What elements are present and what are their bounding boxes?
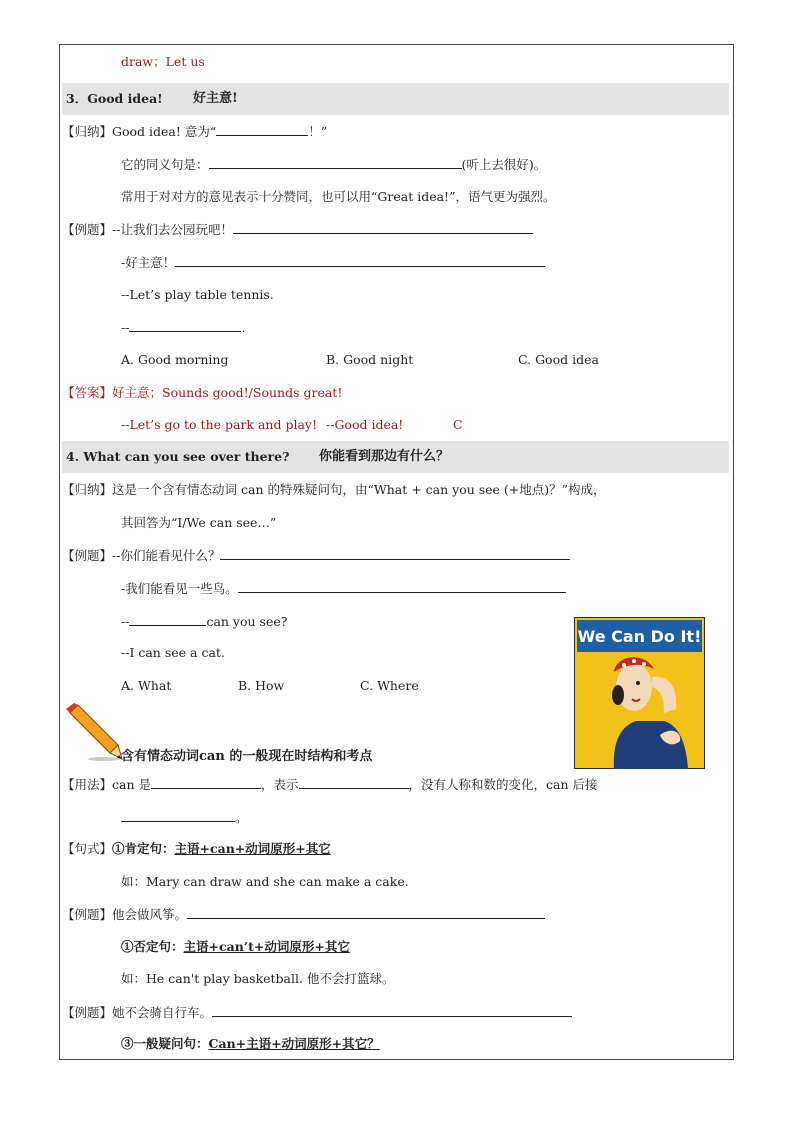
- grammar-example-2: 【例题】她不会骑自行车。: [62, 1003, 572, 1022]
- section-4-chinese: 你能看到那边有什么？: [319, 449, 450, 464]
- s4-example-line-3: -- can you see?: [121, 614, 288, 629]
- blank: [233, 220, 533, 234]
- blank: [175, 253, 545, 267]
- usage-line: 【用法】can 是 ，表示 ，没有人称和数的变化，can 后接: [62, 777, 598, 792]
- section-3-title: 3．Good idea!: [66, 91, 163, 106]
- s3-option-b: B. Good night: [326, 352, 414, 367]
- affirmative-example: 如：Mary can draw and she can make a cake.: [121, 874, 409, 889]
- blank: [216, 122, 308, 136]
- s3-example-line-2: -好主意！: [121, 253, 545, 272]
- section-4-title: 4. What can you see over there?: [66, 449, 290, 464]
- s4-example-line-1: 【例题】--你们能看见什么？: [62, 546, 570, 565]
- blank: [212, 1003, 572, 1017]
- summary-tag: 【归纳】: [62, 124, 113, 139]
- s4-summary-line-2: 其回答为“I/We can see…”: [121, 515, 277, 530]
- usage-line-2: 。: [121, 808, 248, 827]
- s4-option-a: A. What: [121, 678, 172, 693]
- pattern-affirmative: 【句式】①肯定句：主语+can+动词原形+其它: [62, 841, 331, 856]
- pencil-icon: [64, 703, 124, 761]
- s4-option-b: B. How: [238, 678, 285, 693]
- poster-text: We Can Do It!: [577, 627, 702, 646]
- s3-summary-line: 【归纳】Good idea! 意为“ ！”: [62, 124, 328, 139]
- blank: [220, 546, 570, 560]
- s4-option-c: C. Where: [360, 678, 419, 693]
- s3-example-line-3: --Let’s play table tennis.: [121, 287, 274, 302]
- blank: [129, 612, 206, 626]
- s3-example-line-1: 【例题】--让我们去公园玩吧！: [62, 220, 533, 239]
- s3-answer-line-2b: --Good idea!: [326, 417, 404, 432]
- blank: [129, 318, 241, 332]
- blank: [209, 155, 462, 169]
- s3-option-c: C. Good idea: [518, 352, 599, 367]
- s4-example-line-4: --I can see a cat.: [121, 645, 225, 660]
- grammar-example-1: 【例题】他会做风筝。: [62, 905, 545, 924]
- s4-summary-line-1: 【归纳】这是一个含有情态动词 can 的特殊疑问句，由“What + can you see (+地点)？”构成，: [62, 482, 606, 497]
- s3-answer-line-1: 【答案】好主意；Sounds good!/Sounds great!: [62, 385, 343, 400]
- we-can-do-it-poster-image: [574, 617, 705, 769]
- answer-continuation: draw；Let us: [121, 54, 205, 69]
- s4-example-line-2: -我们能看见一些鸟。: [121, 579, 566, 598]
- pattern-negative: ①否定句：主语+can’t+动词原形+其它: [121, 939, 350, 954]
- s3-answer-line-2c: C: [453, 417, 463, 432]
- blank: [121, 808, 235, 822]
- grammar-title: 含有情态动词can 的一般现在时结构和考点: [121, 749, 373, 764]
- pattern-question: ③一般疑问句：Can+主语+动词原形+其它？: [121, 1036, 380, 1051]
- s3-synonym-line: 它的同义句是： (听上去很好)。: [121, 157, 547, 172]
- negative-example: 如：He can't play basketball. 他不会打篮球。: [121, 971, 395, 986]
- blank: [238, 579, 566, 593]
- s3-option-a: A. Good morning: [121, 352, 229, 367]
- section-3-chinese: 好主意!: [193, 91, 238, 106]
- blank: [187, 905, 545, 919]
- s3-usage-note: 常用于对对方的意见表示十分赞同，也可以用“Great idea!”，语气更为强烈。: [121, 189, 556, 204]
- s3-example-line-4: -- .: [121, 320, 246, 335]
- blank: [299, 775, 409, 789]
- s3-answer-line-2a: --Let’s go to the park and play!: [121, 417, 317, 432]
- blank: [151, 775, 261, 789]
